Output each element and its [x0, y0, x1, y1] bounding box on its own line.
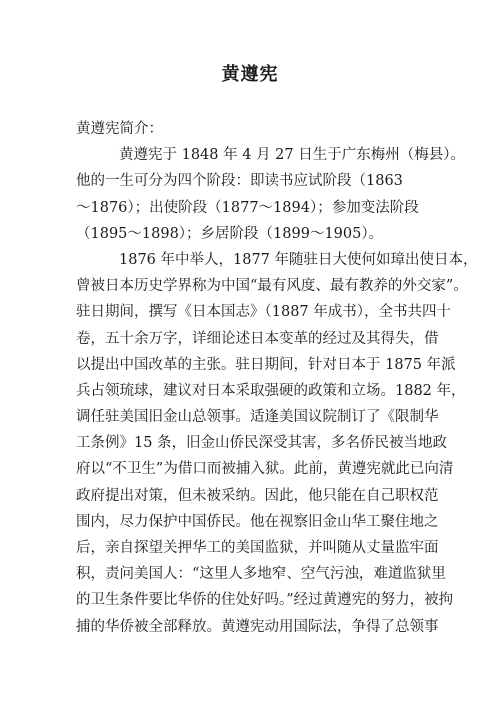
text-line: 调任驻美国旧金山总领事。适逢美国议院制订了《限制华 — [76, 409, 439, 426]
text-line: 工条例》15 条，旧金山侨民深受其害，多名侨民被当地政 — [76, 435, 448, 452]
intro-heading: 黄遵宪简介： — [76, 121, 163, 137]
text-line: 政府提出对策，但未被采纳。因此，他只能在自己职权范 — [76, 487, 439, 504]
text-line: 驻日期间，撰写《日本国志》（1887 年成书），全书共四十 — [76, 304, 452, 321]
text-line: 兵占领琉球，建议对日本采取强硬的政策和立场。1882 年， — [76, 382, 466, 399]
body-text — [76, 116, 478, 640]
text-line: 黄遵宪于 1848 年 4 月 27 日生于广东梅州（梅县）。 — [119, 147, 465, 164]
text-line: 曾被日本历史学界称为中国“最有风度、最有教养的外交家”。 — [76, 278, 468, 295]
text-line: 以提出中国改革的主张。驻日期间，针对日本于 1875 年派 — [76, 356, 456, 373]
text-line: 府以“不卫生”为借口而被捕入狱。此前，黄遵宪就此已向清 — [76, 461, 454, 478]
text-line: 积，责问美国人：“这里人多地窄、空气污浊，难道监狱里 — [76, 566, 446, 583]
text-line: 捕的华侨被全部释放。黄遵宪动用国际法，争得了总领事 — [76, 618, 439, 635]
text-line: （1895～1898）；乡居阶段（1899～1905）。 — [76, 225, 384, 242]
text-line: 他的一生可分为四个阶段：即读书应试阶段（1863 — [76, 173, 403, 190]
text-line: 的卫生条件要比华侨的住处好吗。”经过黄遵宪的努力，被拘 — [76, 592, 454, 609]
text-line: 围内，尽力保护中国侨民。他在视察旧金山华工聚住地之 — [76, 513, 439, 530]
text-line: 1876 年中举人，1877 年随驻日大使何如璋出使日本， — [119, 251, 478, 268]
text-line: 卷，五十余万字，详细论述日本变革的经过及其得失，借 — [76, 330, 439, 347]
page-title: 黄遵宪 — [221, 64, 279, 85]
text-line: 后，亲自探望关押华工的美国监狱，并叫随从丈量监牢面 — [76, 540, 439, 556]
text-line: ～1876）；出使阶段（1877～1894）；参加变法阶段 — [76, 199, 419, 216]
